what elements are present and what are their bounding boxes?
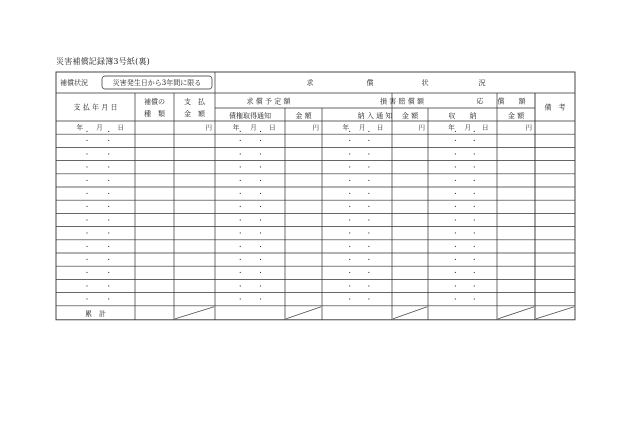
form-title: 災害補償記録簿3号紙(裏) bbox=[56, 57, 150, 66]
date-separator: ・ bbox=[471, 138, 478, 146]
date-separator: ・ bbox=[471, 257, 478, 264]
date-separator: ・ bbox=[452, 230, 459, 238]
date-separator: ・ bbox=[105, 296, 112, 304]
unit-month: 月 bbox=[464, 123, 471, 132]
date-separator: ・ bbox=[452, 296, 459, 304]
date-separator: ・ bbox=[237, 164, 244, 172]
date-separator: ・ bbox=[237, 204, 244, 212]
column-title-payment-amount: 金 額 bbox=[184, 110, 205, 118]
date-separator: ・ bbox=[346, 191, 353, 198]
column-title-comp-type: 種 類 bbox=[144, 110, 165, 118]
subcolumn-amount: 金 額 bbox=[295, 112, 312, 120]
date-separator: ・ bbox=[452, 164, 459, 172]
date-separator: ・ bbox=[83, 138, 91, 146]
date-separator: ・ bbox=[83, 257, 91, 264]
column-title-comp-type: 補償の bbox=[144, 98, 165, 106]
date-separator: ・ bbox=[83, 191, 91, 198]
date-separator: ・ bbox=[452, 151, 459, 159]
date-separator: ・ bbox=[346, 283, 353, 291]
date-separator: ・ bbox=[471, 296, 478, 304]
date-separator: ・ bbox=[257, 296, 264, 304]
status-label: 補償状況 bbox=[60, 79, 88, 87]
date-separator: ・ bbox=[452, 217, 459, 225]
date-separator: ・ bbox=[105, 243, 112, 251]
date-separator: ・ bbox=[452, 177, 459, 185]
date-separator: ・ bbox=[365, 151, 372, 159]
subcolumn-amount: 金 額 bbox=[507, 112, 525, 120]
unit-yen: 円 bbox=[525, 123, 532, 132]
date-separator: ・ bbox=[83, 270, 91, 278]
date-separator: ・ bbox=[365, 138, 372, 146]
diagonal-strike bbox=[286, 307, 321, 319]
date-separator: ・ bbox=[83, 296, 91, 304]
date-separator: ・ bbox=[83, 128, 91, 136]
group-title-response-comp: 応 償 額 bbox=[476, 97, 526, 106]
date-separator: ・ bbox=[257, 270, 264, 278]
subcolumn-claim-notice: 債権取得通知 bbox=[229, 112, 271, 120]
date-separator: ・ bbox=[237, 257, 244, 264]
unit-year: 年 bbox=[76, 123, 83, 132]
subcolumn-receipt: 収 納 bbox=[448, 112, 477, 120]
column-title-payment-date: 支 払 年 月 日 bbox=[73, 103, 118, 112]
date-separator: ・ bbox=[452, 257, 459, 264]
request-status-char: 状 bbox=[421, 79, 429, 87]
date-separator: ・ bbox=[257, 204, 264, 212]
unit-year: 年 bbox=[448, 123, 455, 132]
date-separator: ・ bbox=[365, 296, 372, 304]
date-separator: ・ bbox=[346, 177, 353, 185]
date-separator: ・ bbox=[105, 204, 112, 212]
date-separator: ・ bbox=[257, 151, 264, 159]
date-separator: ・ bbox=[105, 230, 112, 238]
status-note: 災害発生日から3年間に限る bbox=[112, 79, 202, 87]
date-separator: ・ bbox=[346, 164, 353, 172]
date-separator: ・ bbox=[237, 151, 244, 159]
date-separator: ・ bbox=[452, 138, 459, 146]
date-separator: ・ bbox=[257, 283, 264, 291]
date-separator: ・ bbox=[365, 217, 372, 225]
date-separator: ・ bbox=[346, 204, 353, 212]
unit-yen: 円 bbox=[312, 123, 319, 132]
date-separator: ・ bbox=[365, 257, 372, 264]
date-separator: ・ bbox=[237, 283, 244, 291]
date-separator: ・ bbox=[452, 204, 459, 212]
date-separator: ・ bbox=[365, 283, 372, 291]
date-separator: ・ bbox=[83, 164, 91, 172]
date-separator: ・ bbox=[365, 191, 372, 198]
date-separator: ・ bbox=[346, 151, 353, 159]
date-separator: ・ bbox=[83, 204, 91, 212]
date-separator: ・ bbox=[105, 257, 112, 264]
date-separator: ・ bbox=[105, 128, 112, 136]
date-separator: ・ bbox=[237, 138, 244, 146]
date-separator: ・ bbox=[105, 138, 112, 146]
date-separator: ・ bbox=[105, 164, 112, 172]
date-separator: ・ bbox=[105, 177, 112, 185]
group-title-planned-request: 求 償 予 定 額 bbox=[246, 97, 291, 106]
date-separator: ・ bbox=[257, 177, 264, 185]
date-separator: ・ bbox=[471, 128, 478, 136]
date-separator: ・ bbox=[471, 204, 478, 212]
date-separator: ・ bbox=[257, 128, 264, 136]
date-separator: ・ bbox=[365, 177, 372, 185]
date-separator: ・ bbox=[257, 138, 264, 146]
date-separator: ・ bbox=[471, 217, 478, 225]
date-separator: ・ bbox=[452, 243, 459, 251]
group-title-damage-comp: 損 害 賠 償 額 bbox=[380, 97, 424, 106]
date-separator: ・ bbox=[83, 283, 91, 291]
column-title-payment-amount: 支 払 bbox=[184, 98, 205, 106]
date-separator: ・ bbox=[237, 217, 244, 225]
date-separator: ・ bbox=[471, 151, 478, 159]
date-separator: ・ bbox=[83, 151, 91, 159]
date-separator: ・ bbox=[365, 270, 372, 278]
date-separator: ・ bbox=[471, 230, 478, 238]
date-separator: ・ bbox=[452, 128, 459, 136]
date-separator: ・ bbox=[471, 270, 478, 278]
diagonal-strike bbox=[175, 307, 214, 319]
date-separator: ・ bbox=[471, 243, 478, 251]
date-separator: ・ bbox=[471, 177, 478, 185]
date-separator: ・ bbox=[105, 270, 112, 278]
date-separator: ・ bbox=[257, 243, 264, 251]
unit-yen: 円 bbox=[205, 123, 212, 132]
date-separator: ・ bbox=[257, 191, 264, 198]
date-separator: ・ bbox=[237, 177, 244, 185]
unit-day: 日 bbox=[269, 123, 276, 132]
date-separator: ・ bbox=[346, 243, 353, 251]
diagonal-strike bbox=[536, 307, 574, 319]
date-separator: ・ bbox=[365, 164, 372, 172]
subcolumn-payment-notice: 納 入 通 知 bbox=[357, 112, 393, 120]
date-separator: ・ bbox=[237, 191, 244, 198]
date-separator: ・ bbox=[83, 230, 91, 238]
date-separator: ・ bbox=[237, 243, 244, 251]
date-separator: ・ bbox=[365, 230, 372, 238]
date-separator: ・ bbox=[257, 257, 264, 264]
unit-month: 月 bbox=[359, 123, 366, 132]
date-separator: ・ bbox=[83, 217, 91, 225]
date-separator: ・ bbox=[237, 230, 244, 238]
date-separator: ・ bbox=[257, 164, 264, 172]
unit-day: 日 bbox=[482, 123, 489, 132]
date-separator: ・ bbox=[365, 204, 372, 212]
date-separator: ・ bbox=[105, 151, 112, 159]
date-separator: ・ bbox=[237, 296, 244, 304]
date-separator: ・ bbox=[346, 296, 353, 304]
unit-day: 日 bbox=[376, 123, 384, 132]
unit-year: 年 bbox=[232, 123, 240, 132]
request-status-char: 求 bbox=[306, 79, 314, 87]
date-separator: ・ bbox=[257, 217, 264, 225]
date-separator: ・ bbox=[257, 230, 264, 238]
date-separator: ・ bbox=[452, 283, 459, 291]
unit-year: 年 bbox=[342, 123, 350, 132]
date-separator: ・ bbox=[452, 270, 459, 278]
date-separator: ・ bbox=[83, 243, 91, 251]
subcolumn-amount: 金 額 bbox=[401, 112, 419, 120]
unit-yen: 円 bbox=[418, 123, 425, 132]
date-separator: ・ bbox=[105, 283, 112, 291]
request-status-char: 償 bbox=[366, 79, 374, 87]
request-status-char: 況 bbox=[478, 79, 486, 87]
diagonal-strike bbox=[498, 307, 534, 319]
column-title-remarks: 備 考 bbox=[544, 103, 566, 112]
date-separator: ・ bbox=[346, 128, 353, 136]
date-separator: ・ bbox=[452, 191, 459, 198]
date-separator: ・ bbox=[346, 257, 353, 264]
date-separator: ・ bbox=[471, 164, 478, 172]
date-separator: ・ bbox=[365, 243, 372, 251]
date-separator: ・ bbox=[471, 191, 478, 198]
date-separator: ・ bbox=[105, 217, 112, 225]
unit-day: 日 bbox=[117, 123, 125, 132]
date-separator: ・ bbox=[365, 128, 372, 136]
unit-month: 月 bbox=[250, 123, 257, 132]
date-separator: ・ bbox=[83, 177, 91, 185]
date-separator: ・ bbox=[346, 217, 353, 225]
date-separator: ・ bbox=[346, 270, 353, 278]
date-separator: ・ bbox=[471, 283, 478, 291]
unit-month: 月 bbox=[96, 123, 103, 132]
date-separator: ・ bbox=[237, 270, 244, 278]
date-separator: ・ bbox=[237, 128, 244, 136]
totals-label: 累 計 bbox=[85, 309, 106, 318]
date-separator: ・ bbox=[105, 191, 112, 198]
date-separator: ・ bbox=[346, 138, 353, 146]
diagonal-strike bbox=[393, 307, 427, 319]
date-separator: ・ bbox=[346, 230, 353, 238]
